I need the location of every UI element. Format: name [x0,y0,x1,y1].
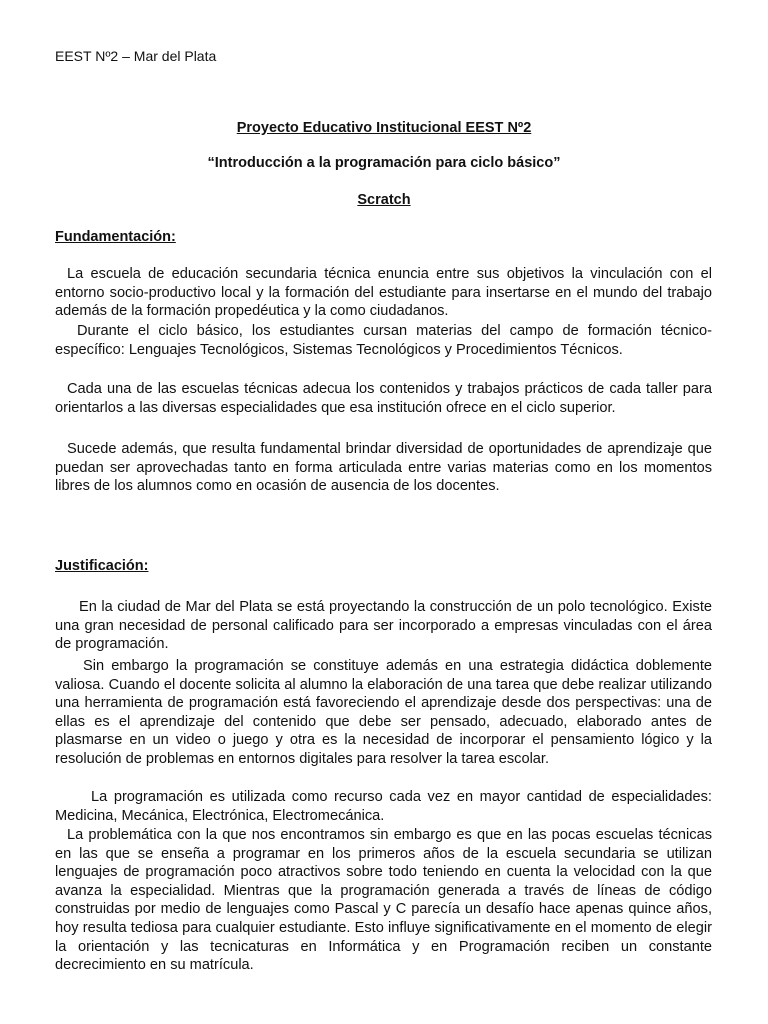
justificacion-heading: Justificación: [55,558,149,574]
school-header: EEST Nº2 – Mar del Plata [55,48,217,64]
justificacion-paragraph-2: Sin embargo la programación se constituye además en una estrategia didáctica doblemente valiosa. Cuando el docente solicita al alumno la elaboración de una tarea que debe realizar utilizando una herramienta de programación está favoreciendo el aprendizaje desde dos perspectivas: una de ellas es el aprendizaje del contenido que debe ser pensado, adecuado, elaborado antes de plasmarse en un video o juego y otra es la necesidad de incorporar el pensamiento lógico y la resolución de problemas en entornos digitales para resolver la tarea escolar. [55,658,712,767]
tool-title: Scratch [357,192,411,208]
fundamentacion-paragraph-4: Sucede además, que resulta fundamental brindar diversidad de oportunidades de aprendizaje que puedan ser aprovechadas tanto en forma articulada entre varias materias como en los momentos libres de los alumnos como en ocasión de ausencia de los docentes. [55,441,712,495]
project-subtitle: “Introducción a la programación para ciclo básico” [207,155,561,171]
fundamentacion-paragraph-2: Durante el ciclo básico, los estudiantes cursan materias del campo de formación técnico-específico: Lenguajes Tecnológicos, Sistemas Tecnológicos y Procedimientos Técnicos. [55,323,712,358]
fundamentacion-paragraph-1: La escuela de educación secundaria técnica enuncia entre sus objetivos la vinculación con el entorno socio-productivo local y la formación del estudiante para insertarse en el mundo del trabajo además de la formación propedéutica y la como ciudadanos. [55,266,712,320]
fundamentacion-heading: Fundamentación: [55,229,176,245]
justificacion-paragraph-4: La problemática con la que nos encontramos sin embargo es que en las pocas escuelas técnicas en las que se enseña a programar en los primeros años de la escuela secundaria se utilizan lenguajes de programación poco atractivos sobre todo teniendo en cuenta la velocidad con la que avanza la especialidad. Mientras que la programación generada a través de líneas de código construidas por medio de lenguajes como Pascal y C parecía un desafío hace apenas quince años, hoy resulta tediosa para cualquier estudiante. Esto influye significativamente en el momento de elegir la orientación y las tecnicaturas en Informática y en Programación reciben un constante decrecimiento en su matrícula. [55,827,712,974]
justificacion-paragraph-3: La programación es utilizada como recurso cada vez en mayor cantidad de especialidades: Medicina, Mecánica, Electrónica, Electromecánica. [55,789,712,824]
fundamentacion-paragraph-3: Cada una de las escuelas técnicas adecua los contenidos y trabajos prácticos de cada taller para orientarlos a las diversas especialidades que esa institución ofrece en el ciclo superior. [55,381,712,416]
project-title: Proyecto Educativo Institucional EEST Nº2 [236,120,532,136]
justificacion-paragraph-1: En la ciudad de Mar del Plata se está proyectando la construcción de un polo tecnológico. Existe una gran necesidad de personal calificado para ser incorporado a empresas vinculadas con el área de programación. [55,599,712,653]
